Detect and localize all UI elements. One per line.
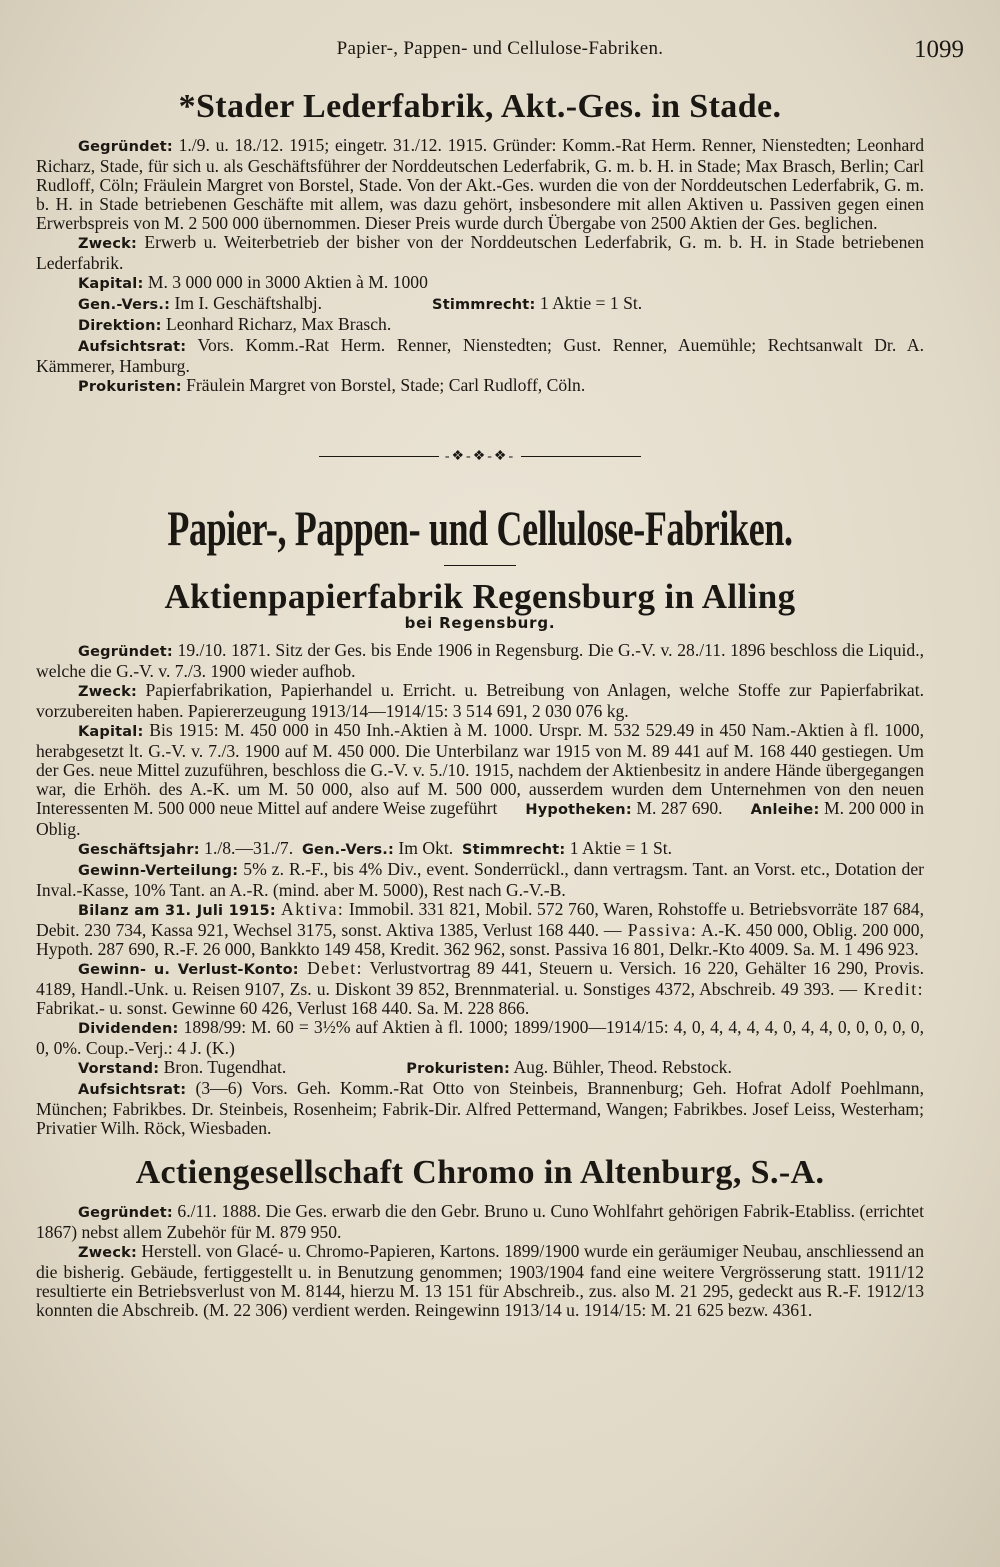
field-text: Aug. Bühler, Theod. Rebstock. — [510, 1057, 732, 1077]
company-entry-alling — [36, 578, 924, 1138]
capital-paragraph — [36, 721, 924, 839]
field-label: Stimmrecht: — [461, 842, 566, 858]
field-sublabel: Kredit: — [857, 979, 925, 999]
supervisory-board-paragraph — [36, 336, 924, 376]
field-label: Gegründet: — [78, 1205, 173, 1221]
field-text: 1898/99: M. 60 = 3½% auf Aktien à fl. 1000; 1899/1900—1914/15: 4, 0, 4, 4, 4, 4, 0, 4, 4, 0, 0, 0, 0, 0, 0, 0%. Coup.-Verj.: 4 J. (K.) — [36, 1017, 924, 1058]
field-text: Immobil. 331 821, Mobil. 572 760, Waren, Rohstoffe u. Betriebsvorräte 187 684, Debit. 230 734, Kassa 921, Wechsel 3175, sonst. Aktiva 1385, Verlust 168 440. — — [36, 899, 924, 940]
field-label: Stimmrecht: — [432, 297, 536, 313]
supervisory-board-paragraph — [36, 1079, 924, 1138]
field-label: Gen.-Vers.: — [301, 842, 395, 858]
field-text: Leonhard Richarz, Max Brasch. — [161, 314, 392, 334]
field-text: Vors. Komm.-Rat Herm. Renner, Nienstedten; Gust. Renner, Auemühle; Rechtsanwalt Dr. A. Kämmerer, Hamburg. — [36, 335, 924, 376]
field-text: Bis 1915: M. 450 000 in 450 Inh.-Aktien à M. 1000. Urspr. M. 532 529.49 in 450 Nam.-Aktien à fl. 1000, herabgesetzt lt. G.-V. v. 7./3. 1900 auf M. 450 000. Die Unterbilanz war 1915 von M. 89 441 auf M. 168 440 gestiegen. Um der Ges. neue Mittel zuzuführen, beschloss die G.-V. v. 5./10. 1915, nachdem der Aktienbesitz in andere Hände übergegangen war, die Erhöh. des A.-K. um M. 50 000, also auf M. 500 000, ausserdem wurden dem Unternehmen von den neuen Interessenten M. 500 000 neue Mittel auf andere Weise zugeführt — [36, 720, 924, 818]
field-label: Zweck: — [78, 236, 137, 252]
purpose-paragraph — [36, 1242, 924, 1320]
field-label: Gewinn- u. Verlust-Konto: — [78, 962, 299, 978]
spacer — [36, 1138, 924, 1154]
field-text: Bron. Tugendhat. — [159, 1057, 287, 1077]
management-paragraph — [36, 315, 924, 336]
field-label: Direktion: — [78, 318, 162, 334]
page-number: 1099 — [914, 36, 964, 63]
founded-paragraph — [36, 1202, 924, 1242]
profit-loss-paragraph — [36, 959, 924, 1018]
field-text: M. 3 000 000 in 3000 Aktien à M. 1000 — [143, 272, 428, 292]
procurators-paragraph — [36, 376, 924, 397]
field-sublabel: Aktiva: — [275, 899, 345, 919]
field-text: Herstell. von Glacé- u. Chromo-Papieren, Kartons. 1899/1900 wurde ein geräumiger Neubau, anschliessend an die bisherig. Gebäude, fertiggestellt u. in Benutzung genommen; 1903/1904 fand eine weitere Vergrösserung statt. 1911/12 resultierte ein Betriebsverlust von M. 8144, hierzu M. 13 151 für Abschreib., zus. also M. 21 295, gedeckt aus R.-F. 1912/13 konnten die Abschreib. (M. 22 306) verdient werden. Reingewinn 1913/14 u. 1914/15: M. 21 625 bezw. 4361. — [36, 1241, 924, 1320]
field-label: Dividenden: — [78, 1021, 179, 1037]
company-title: *Stader Lederfabrik, Akt.-Ges. in Stade. — [178, 88, 782, 125]
field-text: Verlustvortrag 89 441, Steuern u. Versich. 16 220, Gehälter 16 290, Provis. 4189, Handl.-Unk. u. Reisen 9107, Zs. u. Diskont 39 852, Brennmaterial. u. Sonstiges 4372, Abschreib. 49 393. — — [36, 958, 925, 999]
dividends-paragraph — [36, 1018, 924, 1058]
field-label: Gen.-Vers.: — [78, 297, 171, 313]
field-text: 6./11. 1888. Die Ges. erwarb die den Gebr. Bruno u. Cuno Wohlfahrt gehörigen Fabrik-Etabliss. (errichtet 1867) nebst allem Zubehör für M. 879 950. — [36, 1201, 924, 1242]
field-text: 19./10. 1871. Sitz der Ges. bis Ende 1906 in Regensburg. Die G.-V. v. 28./11. 1896 beschloss die Liquid., welche die G.-V. v. 7./3. 1900 wieder aufhob. — [36, 640, 924, 681]
divider-line — [319, 456, 439, 457]
company-entry-chromo — [36, 1154, 924, 1320]
company-title: Actiengesellschaft Chromo in Altenburg, S.-A. — [135, 1154, 825, 1191]
divider-line — [521, 456, 641, 457]
section-title: Papier-, Pappen- und Cellulose-Fabriken. — [167, 500, 793, 556]
capital-paragraph — [36, 273, 924, 294]
founded-paragraph — [36, 641, 924, 681]
company-entry-stader — [36, 88, 924, 397]
field-label: Vorstand: — [78, 1061, 160, 1077]
field-text: 5% z. R.-F., bis 4% Div., event. Sonderrückl., dann vertragsm. Tant. an Vorst. etc., Dotation der Inval.-Kasse, 10% Tant. an A.-R. (mind. aber M. 5000), Rest nach G.-V.-B. — [36, 859, 924, 900]
field-label: Kapital: — [78, 724, 144, 740]
field-label: Zweck: — [78, 1245, 137, 1261]
running-title: Papier-, Pappen- und Cellulose-Fabriken. — [336, 38, 664, 59]
founded-paragraph — [36, 136, 924, 233]
field-label: Gewinn-Verteilung: — [78, 863, 239, 879]
field-label: Aufsichtsrat: — [78, 339, 187, 355]
field-label: Aufsichtsrat: — [78, 1082, 187, 1098]
fiscal-year-paragraph — [36, 839, 924, 860]
field-label: Zweck: — [78, 684, 137, 700]
field-sublabel: Passiva: — [621, 920, 698, 940]
profit-distribution-paragraph — [36, 860, 924, 900]
field-label: Anleihe: — [750, 802, 820, 818]
field-text: Erwerb u. Weiterbetrieb der bisher von der Norddeutschen Lederfabrik, G. m. b. H. in Stade betriebenen Lederfabrik. — [36, 232, 924, 273]
field-text: Fabrikat.- u. sonst. Gewinne 60 426, Verlust 168 440. Sa. M. 228 866. — [36, 998, 530, 1018]
field-text: M. 287 690. — [631, 798, 723, 818]
section-rule — [444, 565, 516, 566]
company-title: Aktienpapierfabrik Regensburg in Alling — [164, 577, 796, 616]
field-text: Im I. Geschäftshalbj. — [170, 293, 323, 313]
company-subtitle: bei Regensburg. — [404, 614, 556, 632]
running-head — [36, 38, 964, 68]
field-sublabel: Debet: — [298, 958, 363, 978]
field-label: Kapital: — [78, 276, 144, 292]
field-text: M. 200 000 in Oblig. — [36, 798, 925, 839]
ornamental-divider — [36, 441, 924, 471]
purpose-paragraph — [36, 681, 924, 721]
field-text: 1./8.—31./7. — [199, 838, 294, 858]
field-label: Gegründet: — [78, 644, 173, 660]
balance-sheet-paragraph — [36, 900, 924, 959]
field-label: Hypotheken: — [525, 802, 632, 818]
field-text: 1./9. u. 18./12. 1915; eingetr. 31./12. 1915. Gründer: Komm.-Rat Herm. Renner, Nienstedten; Leonhard Richarz, Stade, für sich u. als Geschäftsführer der Norddeutschen Lederfabrik, G. m. b. H. in Stade; Max Brasch, Berlin; Carl Rudloff, Cöln; Fräulein Margret von Borstel, Stade. Von der Akt.-Ges. wurden die von der Norddeutschen Lederfabrik, G. m. b. H. in Stade betriebenen Geschäfte mit allem, was dazu gehört, insbesondere mit allen Aktiven u. Passiven gegen einen Erwerbspreis von M. 2 500 000 übernommen. Dieser Preis wurde durch Übergabe von 2500 Aktien der Ges. beglichen. — [36, 135, 924, 233]
field-text: Im Okt. — [394, 838, 454, 858]
field-text: A.-K. 450 000, Oblig. 200 000, Hypoth. 287 690, R.-F. 26 000, Bankkto 149 458, Kredit. 362 962, sonst. Passiva 16 801, Delkr.-Kto 4009. Sa. M. 1 496 923. — [36, 920, 924, 959]
meeting-paragraph — [36, 294, 924, 315]
field-text: 1 Aktie = 1 St. — [535, 293, 643, 313]
page-content — [36, 88, 924, 1320]
field-label: Geschäftsjahr: — [78, 842, 200, 858]
field-text: Fräulein Margret von Borstel, Stade; Carl Rudloff, Cöln. — [181, 375, 586, 395]
field-text: 1 Aktie = 1 St. — [565, 838, 673, 858]
field-label: Prokuristen: — [406, 1061, 511, 1077]
divider-ornament: -❖-❖-❖- — [444, 448, 516, 464]
field-text: Papierfabrikation, Papierhandel u. Erricht. u. Betreibung von Anlagen, welche Stoffe zur Papierfabrikat. vorzubereiten haben. Papiererzeugung 1913/14—1914/15: 3 514 691, 2 030 076 kg. — [36, 680, 924, 721]
purpose-paragraph — [36, 233, 924, 273]
field-label: Prokuristen: — [78, 379, 182, 395]
field-label: Bilanz am 31. Juli 1915: — [78, 903, 276, 919]
field-label: Gegründet: — [78, 139, 173, 155]
field-text: (3—6) Vors. Geh. Komm.-Rat Otto von Steinbeis, Brannenburg; Geh. Hofrat Adolf Poehlmann, München; Fabrikbes. Dr. Steinbeis, Rosenheim; Fabrik-Dir. Alfred Pettermand, Wangen; Fabrikbes. Josef Leiss, Westerham; Privatier Wilh. Röck, Wiesbaden. — [36, 1078, 924, 1138]
board-paragraph — [36, 1058, 924, 1079]
